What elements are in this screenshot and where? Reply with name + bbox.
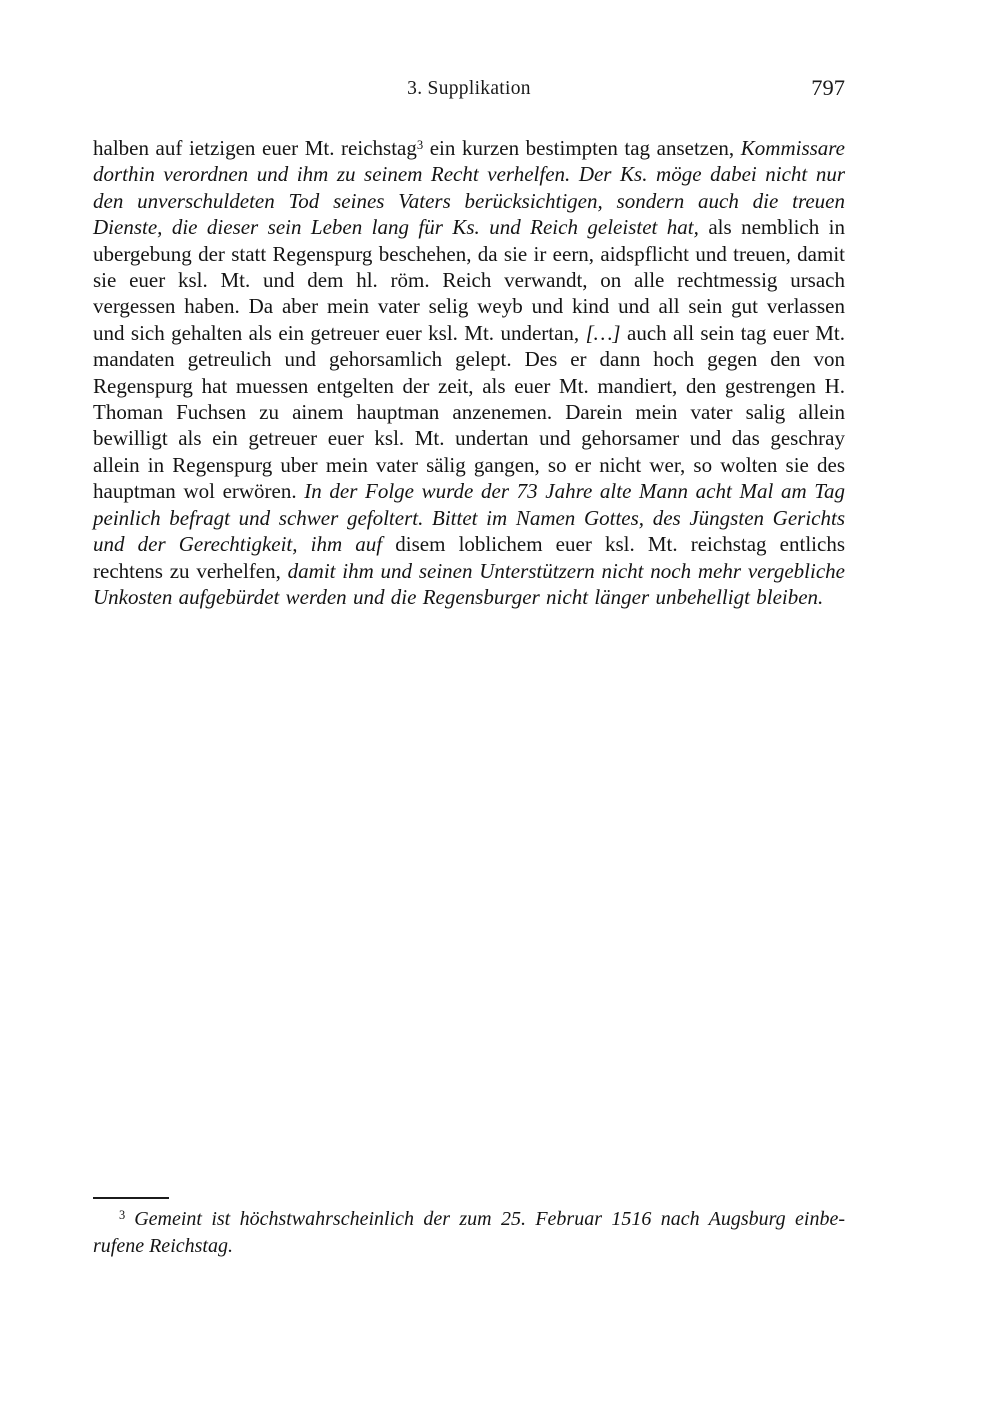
section-title: 3. Supplikation	[407, 78, 531, 99]
page-number: 797	[811, 75, 845, 100]
text-segment-roman: auch all sein tag euer Mt. mandaten getreulich und gehorsamlich gelept. Des er dann hoch gegen den von Regenspurg hat muessen entgelten der zeit, als euer Mt. mandiert, den gestrengen H. Thoman Fuchsen zu ainem hauptman anzenemen. Darein mein vater salig allein bewilligt als ein getreuer euer ksl. Mt. undertan und gehorsamer und das geschray allein in Regenspurg uber mein vater sälig gangen, so er nicht wer, so wolten sie des hauptman wol erwören.	[93, 320, 846, 504]
text-segment-italic: damit ihm und seinen Unterstützern nicht noch mehr vergebliche Unkosten aufgebürdet werden und die Regensburger nicht länger unbehelligt bleiben.	[93, 558, 845, 609]
text-segment-italic: […]	[585, 320, 621, 345]
body-paragraph	[93, 135, 845, 610]
footnote-marker: 3	[119, 1208, 126, 1223]
text-segment-roman: ein kurzen bestimpten tag ansetzen,	[423, 136, 741, 160]
footnote-rule	[93, 1197, 169, 1199]
footnote	[93, 1206, 845, 1260]
footnote-reference: 3	[416, 138, 424, 153]
running-head	[93, 75, 845, 104]
text-segment-italic: Kommissare dorthin verordnen und ihm zu seinem Recht verhelfen. Der Ks. möge dabei nicht nur den unverschuldeten Tod seines Vaters berücksichtigen, sondern auch die treuen Dienste, die dieser sein Leben lang für Ks. und Reich geleistet hat,	[93, 136, 845, 240]
text-segment-roman: als nemblich in ubergebung der statt Regenspurg beschehen, da sie ir eern, aidspflicht und treuen, damit sie euer ksl. Mt. und dem hl. röm. Reich verwandt, on alle rechtmessig ursach vergessen haben. Da aber mein vater selig weyb und kind und all sein gut verlassen und sich gehalten als ein getreuer euer ksl. Mt. undertan,	[93, 215, 845, 345]
text-segment-roman: halben auf ietzigen euer Mt. reichstag	[93, 136, 417, 160]
footnote-text: Gemeint ist höchstwahrscheinlich der zum 25. Februar 1516 nach Augsburg einberufene Reichstag.	[93, 1208, 845, 1257]
footnote-block	[93, 1197, 845, 1260]
text-segment-italic: In der Folge wurde der 73 Jahre alte Mann acht Mal am Tag peinlich befragt und schwer gefoltert. Bittet im Namen Gottes, des Jüngsten Gerichts und der Gerechtigkeit, ihm auf	[93, 479, 845, 557]
text-segment-roman: disem loblichem euer ksl. Mt. reichstag entlichs rechtens zu verhelfen,	[93, 532, 845, 583]
